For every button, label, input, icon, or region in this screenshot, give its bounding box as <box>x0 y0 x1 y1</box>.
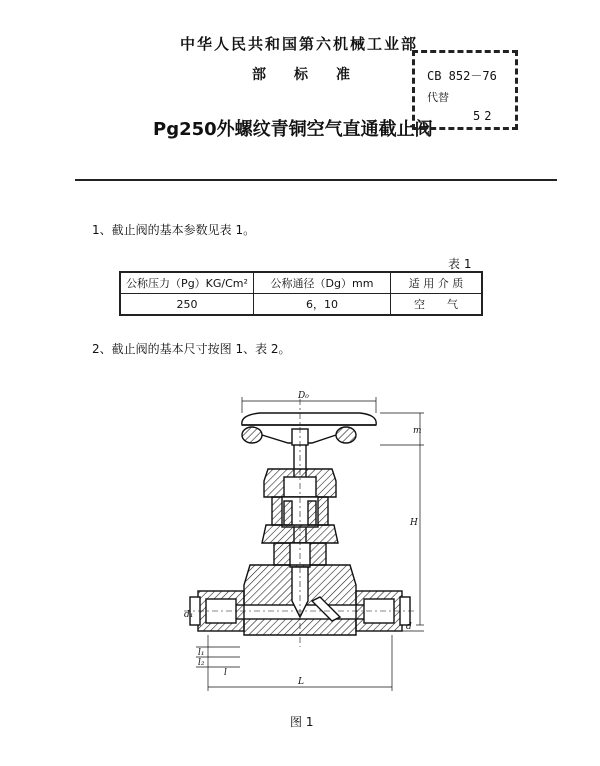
parameters-table <box>119 271 483 316</box>
standard-number-box <box>412 50 518 130</box>
document-title: Pg250外螺纹青铜空气直通截止阀 <box>153 119 433 140</box>
figure-caption: 图 1 <box>290 715 314 729</box>
dim-label-d1: d₁ <box>184 610 194 620</box>
cell-medium: 空 气 <box>391 294 483 316</box>
dim-label-d0: D₀ <box>298 391 309 401</box>
dim-label-m: m <box>413 426 422 436</box>
header-divider <box>75 179 557 181</box>
header-medium: 适 用 介 质 <box>391 272 483 294</box>
dim-label-l2: l₂ <box>198 658 205 668</box>
dim-label-l1: l₁ <box>198 648 205 658</box>
section-2-text: 2、截止阀的基本尺寸按图 1、表 2。 <box>92 342 291 356</box>
header-pressure: 公称压力（Pg）KG/Cm² <box>120 272 254 294</box>
header-diameter: 公称通径（Dg）mm <box>254 272 391 294</box>
valve-drawing <box>180 385 440 703</box>
standard-code: CB 852－76 <box>427 69 497 83</box>
table-1-caption: 表 1 <box>448 257 472 271</box>
replaced-code: 52 <box>473 109 496 123</box>
standard-type: 部标准 <box>252 67 378 83</box>
table-header-row <box>120 272 482 294</box>
replaces-label: 代替 <box>427 91 449 104</box>
cell-diameter: 6，10 <box>254 294 391 316</box>
dim-label-l: l <box>224 668 227 678</box>
section-1-text: 1、截止阀的基本参数见表 1。 <box>92 223 256 237</box>
dim-label-big-l: L <box>298 677 304 687</box>
cell-pressure: 250 <box>120 294 254 316</box>
dim-label-d: d <box>406 622 412 632</box>
dim-label-h: H <box>410 518 418 528</box>
ministry-name: 中华人民共和国第六机械工业部 <box>180 35 419 53</box>
table-row <box>120 294 482 316</box>
